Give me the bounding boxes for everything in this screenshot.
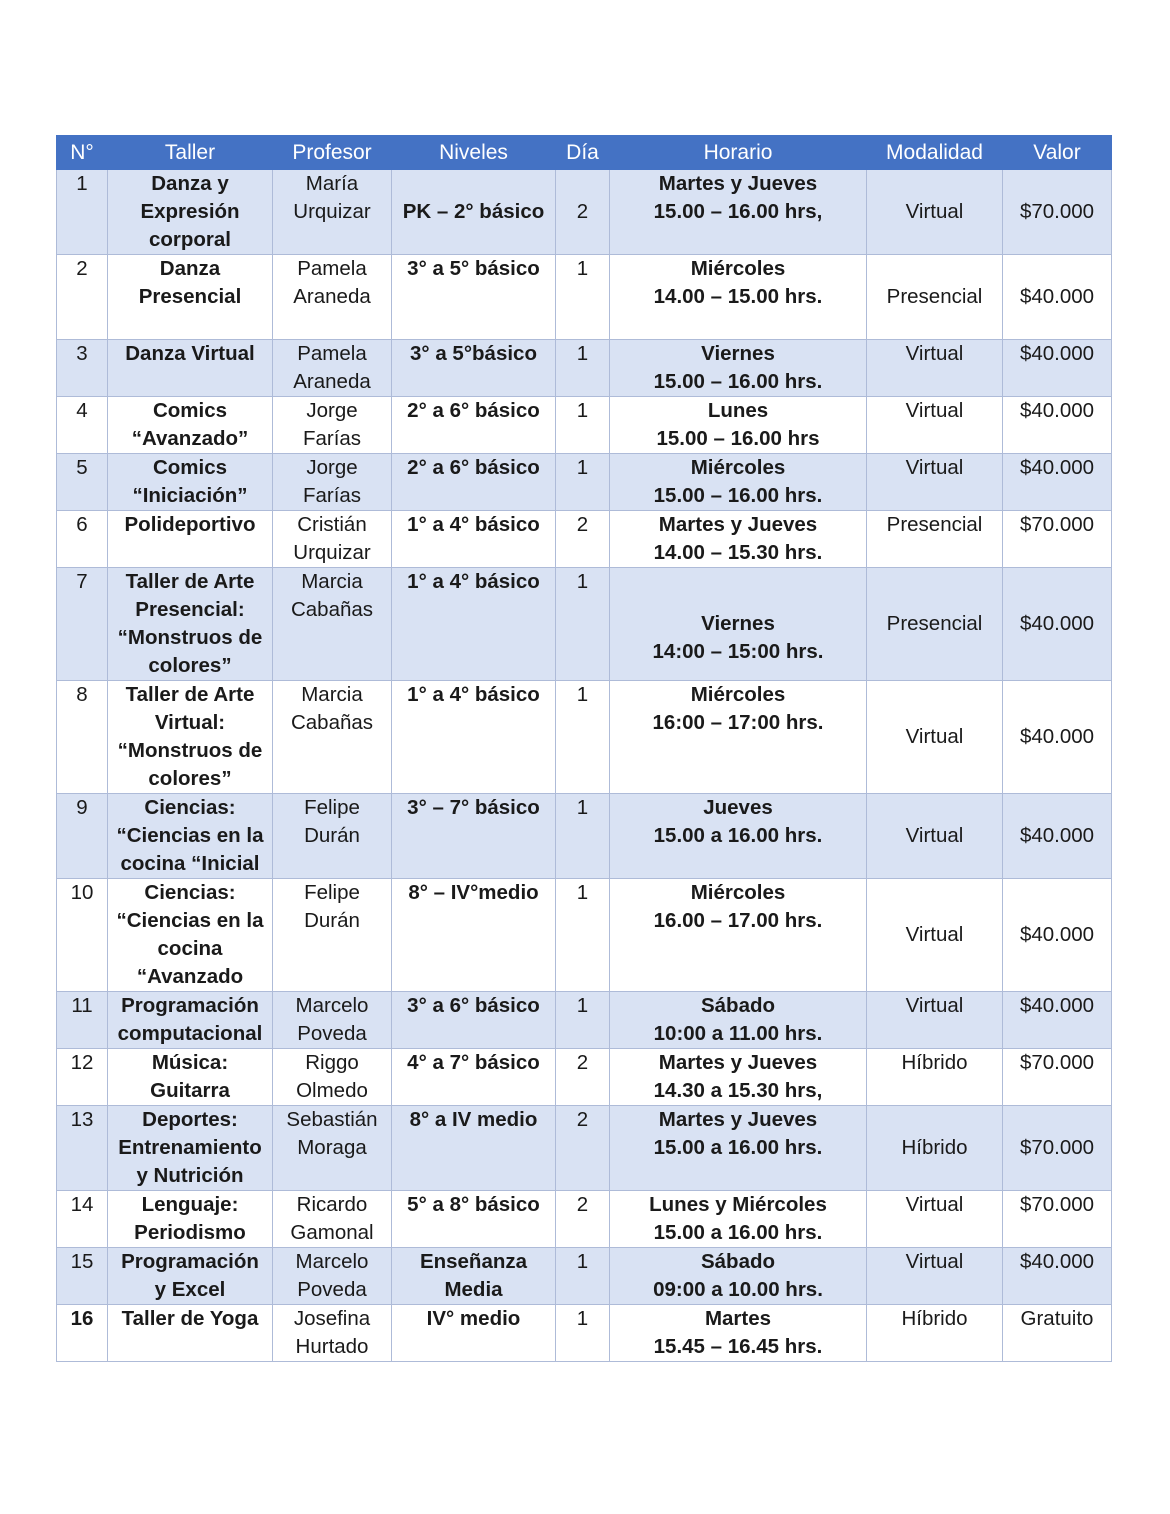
cell-dia: 1 [556,397,610,454]
cell-profesor [273,568,392,681]
taller-line: Presencial: [135,598,245,621]
profesor-line: Urquizar [293,541,371,564]
profesor-line: Poveda [297,1022,367,1045]
cell-valor: $40.000 [1003,1248,1112,1305]
profesor-line: Sebastián [286,1108,378,1131]
header-modalidad: Modalidad [867,136,1003,170]
cell-horario [610,1305,867,1362]
cell-niveles [392,1106,556,1191]
taller-line: Comics [152,399,228,422]
horario-line: Sábado [700,994,776,1017]
cell-niveles [392,1248,556,1305]
niveles-line: 3° a 5°básico [410,342,537,365]
taller-line: “Ciencias en la [116,824,264,847]
cell-niveles [392,681,556,794]
taller-line: corporal [148,228,232,251]
niveles-line: 4° a 7° básico [407,1051,540,1074]
taller-line: Guitarra [150,1079,230,1102]
taller-line: Lenguaje: [141,1193,239,1216]
profesor-line: Farías [302,484,362,507]
profesor-line: Cristián [297,513,367,536]
table-row [57,511,1112,568]
horario-line: Lunes [707,399,769,422]
taller-line: “Monstruos de [117,739,263,762]
cell-modalidad: Virtual [867,170,1003,255]
cell-number: 6 [57,511,108,568]
taller-line: “Monstruos de [117,626,263,649]
cell-profesor [273,511,392,568]
taller-line: Periodismo [134,1221,246,1244]
cell-valor: $40.000 [1003,681,1112,794]
profesor-line: Durán [304,824,360,847]
taller-line: Expresión [140,200,240,223]
cell-taller [108,340,273,397]
profesor-line: Farías [302,427,362,450]
table-row [57,794,1112,879]
taller-line: “Iniciación” [132,484,248,507]
horario-line: Martes y Jueves [658,1051,818,1074]
cell-niveles [392,992,556,1049]
cell-valor: $40.000 [1003,879,1112,992]
cell-taller [108,170,273,255]
cell-number: 4 [57,397,108,454]
cell-niveles [392,397,556,454]
taller-line: Ciencias: [144,881,236,904]
cell-profesor [273,1049,392,1106]
cell-horario [610,397,867,454]
table-row [57,340,1112,397]
profesor-line: Poveda [297,1278,367,1301]
taller-line: Programación [121,994,259,1017]
profesor-line: María [305,172,359,195]
profesor-line: Cabañas [290,711,374,734]
cell-modalidad: Virtual [867,454,1003,511]
horario-line: Martes [704,1307,772,1330]
cell-number: 5 [57,454,108,511]
horario-line: 14:00 – 15:00 hrs. [652,640,824,663]
cell-horario [610,568,867,681]
cell-horario [610,1049,867,1106]
taller-line: Polideportivo [124,513,256,536]
cell-horario [610,794,867,879]
cell-taller [108,568,273,681]
profesor-line: Jorge [306,456,358,479]
cell-valor: $40.000 [1003,397,1112,454]
header-horario: Horario [610,136,867,170]
horario-line: Sábado [700,1250,776,1273]
horario-line: 15.00 – 16.00 hrs. [653,484,823,507]
horario-line: Martes y Jueves [658,172,818,195]
profesor-line: Olmedo [296,1079,368,1102]
cell-profesor [273,255,392,340]
taller-line: Presencial [138,285,242,308]
horario-line: 16.00 – 17.00 hrs. [653,909,823,932]
table-row [57,1248,1112,1305]
table-row [57,255,1112,340]
cell-number: 12 [57,1049,108,1106]
horario-line: 15.00 a 16.00 hrs. [653,1221,823,1244]
taller-line: cocina “Inicial [120,852,260,875]
cell-modalidad: Virtual [867,1191,1003,1248]
cell-number: 2 [57,255,108,340]
horario-line: 14.00 – 15.30 hrs. [653,541,823,564]
cell-niveles [392,1191,556,1248]
table-row [57,568,1112,681]
profesor-line: Cabañas [290,598,374,621]
profesor-line: Marcelo [295,1250,369,1273]
horario-line: Jueves [703,796,773,819]
cell-modalidad: Presencial [867,255,1003,340]
cell-modalidad: Virtual [867,879,1003,992]
taller-line: y Nutrición [136,1164,244,1187]
cell-valor: $40.000 [1003,255,1112,340]
cell-niveles [392,511,556,568]
cell-number: 10 [57,879,108,992]
profesor-line: Felipe [304,881,360,904]
cell-niveles [392,170,556,255]
cell-valor: $70.000 [1003,1191,1112,1248]
cell-profesor [273,879,392,992]
cell-number: 15 [57,1248,108,1305]
cell-valor: $70.000 [1003,1049,1112,1106]
cell-niveles [392,879,556,992]
horario-line: 15.00 a 16.00 hrs. [653,824,823,847]
niveles-line: 1° a 4° básico [407,683,540,706]
cell-number: 8 [57,681,108,794]
profesor-line: Gamonal [290,1221,374,1244]
cell-dia: 1 [556,1248,610,1305]
profesor-line: Pamela [297,342,367,365]
cell-dia: 2 [556,511,610,568]
cell-profesor [273,1305,392,1362]
cell-number: 16 [57,1305,108,1362]
workshop-schedule-table [56,135,1112,1362]
taller-line: “Avanzado” [131,427,249,450]
taller-line: Música: [151,1051,229,1074]
cell-dia: 2 [556,1191,610,1248]
profesor-line: Araneda [293,285,371,308]
header-profesor: Profesor [273,136,392,170]
cell-profesor [273,397,392,454]
cell-dia: 2 [556,1049,610,1106]
profesor-line: Riggo [305,1051,359,1074]
cell-taller [108,397,273,454]
niveles-line: 8° – IV°medio [408,881,539,904]
cell-niveles [392,340,556,397]
taller-line: Deportes: [142,1108,238,1131]
profesor-line: Jorge [306,399,358,422]
profesor-line: Durán [304,909,360,932]
horario-line: 15.00 a 16.00 hrs. [653,1136,823,1159]
taller-line: Danza Virtual [125,342,255,365]
taller-line: Programación [121,1250,259,1273]
horario-line: 14.30 a 15.30 hrs, [653,1079,823,1102]
header-dia: Día [556,136,610,170]
cell-dia: 1 [556,568,610,681]
cell-valor: $70.000 [1003,170,1112,255]
cell-niveles [392,454,556,511]
taller-line: cocina [157,937,223,960]
taller-line: computacional [117,1022,263,1045]
cell-modalidad: Híbrido [867,1049,1003,1106]
cell-number: 1 [57,170,108,255]
cell-taller [108,992,273,1049]
cell-taller [108,255,273,340]
profesor-line: Marcia [301,683,363,706]
niveles-line: 2° a 6° básico [407,399,540,422]
cell-dia: 1 [556,794,610,879]
cell-taller [108,794,273,879]
cell-taller [108,1191,273,1248]
horario-line: Miércoles [690,881,786,904]
cell-taller [108,1106,273,1191]
cell-valor: $40.000 [1003,340,1112,397]
cell-horario [610,454,867,511]
horario-line: 15.00 – 16.00 hrs, [653,200,823,223]
cell-number: 7 [57,568,108,681]
cell-niveles [392,794,556,879]
cell-modalidad: Presencial [867,568,1003,681]
horario-line: Martes y Jueves [658,513,818,536]
cell-valor: $70.000 [1003,1106,1112,1191]
niveles-line: IV° medio [426,1307,521,1330]
niveles-line: Enseñanza [419,1250,528,1273]
cell-number: 3 [57,340,108,397]
cell-dia: 1 [556,1305,610,1362]
cell-niveles [392,1049,556,1106]
cell-profesor [273,170,392,255]
cell-taller [108,1305,273,1362]
cell-modalidad: Híbrido [867,1305,1003,1362]
profesor-line: Felipe [304,796,360,819]
cell-valor: Gratuito [1003,1305,1112,1362]
cell-profesor [273,340,392,397]
cell-taller [108,681,273,794]
niveles-line: PK – 2° básico [402,200,545,223]
cell-modalidad: Virtual [867,794,1003,879]
taller-line: Ciencias: [144,796,236,819]
cell-horario [610,340,867,397]
cell-niveles [392,255,556,340]
taller-line: colores” [148,654,232,677]
taller-line: Danza [159,257,221,280]
niveles-line: 1° a 4° básico [407,570,540,593]
cell-niveles [392,568,556,681]
cell-valor: $40.000 [1003,454,1112,511]
table-row [57,1305,1112,1362]
horario-line: 15.00 – 16.00 hrs [656,427,820,450]
cell-dia: 1 [556,992,610,1049]
horario-line: Miércoles [690,456,786,479]
cell-horario [610,681,867,794]
horario-line: Viernes [701,342,775,365]
cell-horario [610,1191,867,1248]
cell-dia: 1 [556,255,610,340]
cell-modalidad: Virtual [867,992,1003,1049]
profesor-line: Marcia [301,570,363,593]
cell-profesor [273,1191,392,1248]
profesor-line: Urquizar [293,200,371,223]
horario-line: 14.00 – 15.00 hrs. [653,285,823,308]
horario-line: Martes y Jueves [658,1108,818,1131]
niveles-line: 3° – 7° básico [407,796,540,819]
header-valor: Valor [1003,136,1112,170]
cell-taller [108,1248,273,1305]
header-taller: Taller [108,136,273,170]
cell-number: 13 [57,1106,108,1191]
cell-valor: $40.000 [1003,568,1112,681]
taller-line: “Ciencias en la [116,909,264,932]
taller-line: Danza y [151,172,229,195]
cell-dia: 1 [556,454,610,511]
table-row [57,1049,1112,1106]
cell-dia: 1 [556,681,610,794]
niveles-line: 3° a 5° básico [407,257,540,280]
taller-line: Comics [152,456,228,479]
cell-dia: 2 [556,170,610,255]
table-row [57,397,1112,454]
cell-horario [610,1106,867,1191]
niveles-line: 5° a 8° básico [407,1193,540,1216]
cell-valor: $70.000 [1003,511,1112,568]
profesor-line: Marcelo [295,994,369,1017]
profesor-line: Moraga [297,1136,367,1159]
taller-line: Virtual: [154,711,226,734]
cell-taller [108,511,273,568]
cell-profesor [273,681,392,794]
cell-modalidad: Virtual [867,397,1003,454]
horario-line: Viernes [701,612,775,635]
cell-horario [610,170,867,255]
niveles-line: Media [444,1278,503,1301]
profesor-line: Josefina [293,1307,371,1330]
cell-profesor [273,1248,392,1305]
taller-line: “Avanzado [136,965,244,988]
horario-line: Miércoles [690,257,786,280]
taller-line: y Excel [154,1278,226,1301]
profesor-line: Ricardo [296,1193,368,1216]
cell-horario [610,511,867,568]
cell-profesor [273,794,392,879]
niveles-line: 8° a IV medio [409,1108,538,1131]
horario-line: 10:00 a 11.00 hrs. [653,1022,823,1045]
taller-line: colores” [148,767,232,790]
table-header-row [57,136,1112,170]
niveles-line: 2° a 6° básico [407,456,540,479]
cell-horario [610,879,867,992]
cell-horario [610,992,867,1049]
header-number: N° [57,136,108,170]
cell-modalidad: Virtual [867,340,1003,397]
table-row [57,681,1112,794]
profesor-line: Araneda [293,370,371,393]
cell-valor: $40.000 [1003,992,1112,1049]
cell-number: 11 [57,992,108,1049]
cell-taller [108,879,273,992]
cell-modalidad: Virtual [867,681,1003,794]
cell-number: 14 [57,1191,108,1248]
cell-profesor [273,992,392,1049]
taller-line: Taller de Arte [125,570,255,593]
cell-horario [610,255,867,340]
cell-modalidad: Virtual [867,1248,1003,1305]
cell-number: 9 [57,794,108,879]
cell-dia: 1 [556,340,610,397]
cell-taller [108,1049,273,1106]
taller-line: Entrenamiento [118,1136,262,1159]
niveles-line: 3° a 6° básico [407,994,540,1017]
table-row [57,170,1112,255]
table-row [57,1106,1112,1191]
cell-modalidad: Presencial [867,511,1003,568]
horario-line: 15.45 – 16.45 hrs. [653,1335,823,1358]
niveles-line: 1° a 4° básico [407,513,540,536]
horario-line: Lunes y Miércoles [649,1193,827,1216]
table-row [57,992,1112,1049]
table-row [57,1191,1112,1248]
taller-line: Taller de Yoga [121,1307,259,1330]
horario-line: 09:00 a 10.00 hrs. [653,1278,823,1301]
cell-modalidad: Híbrido [867,1106,1003,1191]
table-row [57,454,1112,511]
horario-line: 15.00 – 16.00 hrs. [653,370,823,393]
horario-line: 16:00 – 17:00 hrs. [652,711,824,734]
profesor-line: Pamela [297,257,367,280]
profesor-line: Hurtado [295,1335,369,1358]
cell-niveles [392,1305,556,1362]
cell-valor: $40.000 [1003,794,1112,879]
horario-line: Miércoles [690,683,786,706]
cell-taller [108,454,273,511]
cell-dia: 1 [556,879,610,992]
cell-profesor [273,454,392,511]
header-niveles: Niveles [392,136,556,170]
table-row [57,879,1112,992]
cell-profesor [273,1106,392,1191]
taller-line: Taller de Arte [125,683,255,706]
cell-horario [610,1248,867,1305]
cell-dia: 2 [556,1106,610,1191]
